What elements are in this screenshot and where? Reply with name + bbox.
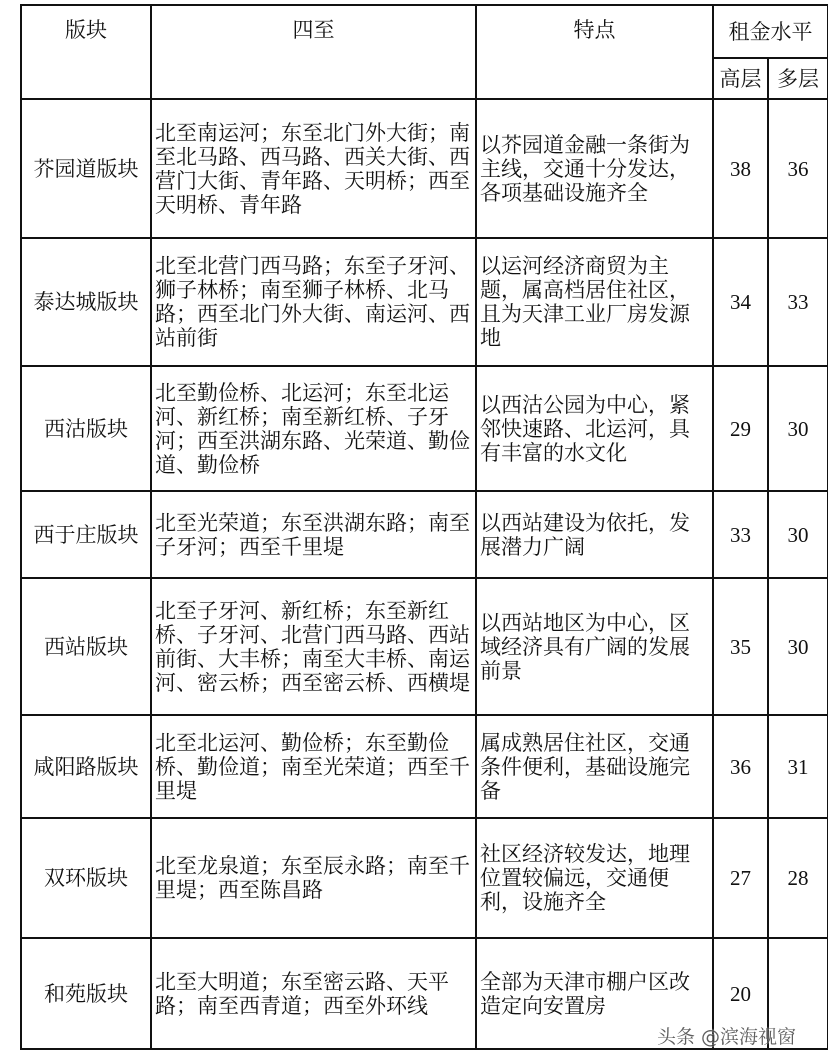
block-name: 咸阳路版块 (21, 715, 151, 818)
block-name: 和苑版块 (21, 938, 151, 1049)
block-boundaries: 北至光荣道；东至洪湖东路；南至子牙河；西至千里堤 (151, 491, 476, 578)
rent-multi-story: 36 (768, 99, 828, 238)
rent-high-rise: 36 (713, 715, 768, 818)
rent-high-rise: 38 (713, 99, 768, 238)
header-boundaries: 四至 (151, 5, 476, 99)
rent-high-rise: 33 (713, 491, 768, 578)
block-features: 全部为天津市棚户区改造定向安置房 (476, 938, 713, 1049)
block-features: 以西沽公园为中心，紧邻快速路、北运河，具有丰富的水文化 (476, 366, 713, 491)
block-features: 社区经济较发达，地理位置较偏远，交通便利，设施齐全 (476, 818, 713, 938)
block-boundaries: 北至子牙河、新红桥；东至新红桥、子牙河、北营门西马路、西站前街、大丰桥；南至大丰桥、南运河、密云桥；西至密云桥、西横堤 (151, 578, 476, 715)
block-boundaries: 北至南运河；东至北门外大街；南至北马路、西马路、西关大街、西营门大街、青年路、天明桥；西至天明桥、青年路 (151, 99, 476, 238)
rent-multi-story: 30 (768, 491, 828, 578)
rent-multi-story: 30 (768, 578, 828, 715)
block-name: 西站版块 (21, 578, 151, 715)
block-name: 西沽版块 (21, 366, 151, 491)
block-name: 芥园道版块 (21, 99, 151, 238)
block-name: 双环版块 (21, 818, 151, 938)
rent-high-rise: 27 (713, 818, 768, 938)
block-features: 以西站地区为中心，区域经济具有广阔的发展前景 (476, 578, 713, 715)
table-row (21, 715, 828, 818)
header-high-rise: 高层 (713, 58, 768, 99)
table-row (21, 578, 828, 715)
header-row (21, 5, 828, 58)
block-boundaries: 北至大明道；东至密云路、天平路；南至西青道；西至外环线 (151, 938, 476, 1049)
rent-multi-story: 28 (768, 818, 828, 938)
rent-multi-story: 30 (768, 366, 828, 491)
rent-high-rise: 20 (713, 938, 768, 1049)
table-row (21, 99, 828, 238)
rent-high-rise: 34 (713, 238, 768, 366)
district-rent-table (20, 4, 828, 1050)
block-features: 以西站建设为依托，发展潜力广阔 (476, 491, 713, 578)
header-block: 版块 (21, 5, 151, 99)
rent-high-rise: 29 (713, 366, 768, 491)
table-row (21, 818, 828, 938)
block-name: 泰达城版块 (21, 238, 151, 366)
block-boundaries: 北至北运河、勤俭桥；东至勤俭桥、勤俭道；南至光荣道；西至千里堤 (151, 715, 476, 818)
block-boundaries: 北至北营门西马路；东至子牙河、狮子林桥；南至狮子林桥、北马路；西至北门外大街、南运河、西站前街 (151, 238, 476, 366)
rent-multi-story: 31 (768, 715, 828, 818)
rent-multi-story: 33 (768, 238, 828, 366)
block-name: 西于庄版块 (21, 491, 151, 578)
header-multi-story: 多层 (768, 58, 828, 99)
header-features: 特点 (476, 5, 713, 99)
rent-high-rise: 35 (713, 578, 768, 715)
table-row (21, 366, 828, 491)
block-features: 属成熟居住社区，交通条件便利，基础设施完备 (476, 715, 713, 818)
block-boundaries: 北至龙泉道；东至辰永路；南至千里堤；西至陈昌路 (151, 818, 476, 938)
block-features: 以运河经济商贸为主题，属高档居住社区，且为天津工业厂房发源地 (476, 238, 713, 366)
table-row (21, 491, 828, 578)
block-features: 以芥园道金融一条街为主线，交通十分发达，各项基础设施齐全 (476, 99, 713, 238)
table-row (21, 238, 828, 366)
block-boundaries: 北至勤俭桥、北运河；东至北运河、新红桥；南至新红桥、子牙河；西至洪湖东路、光荣道、勤俭道、勤俭桥 (151, 366, 476, 491)
header-rent-level: 租金水平 (713, 5, 828, 58)
watermark: 头条 @滨海视窗 (657, 1026, 797, 1048)
